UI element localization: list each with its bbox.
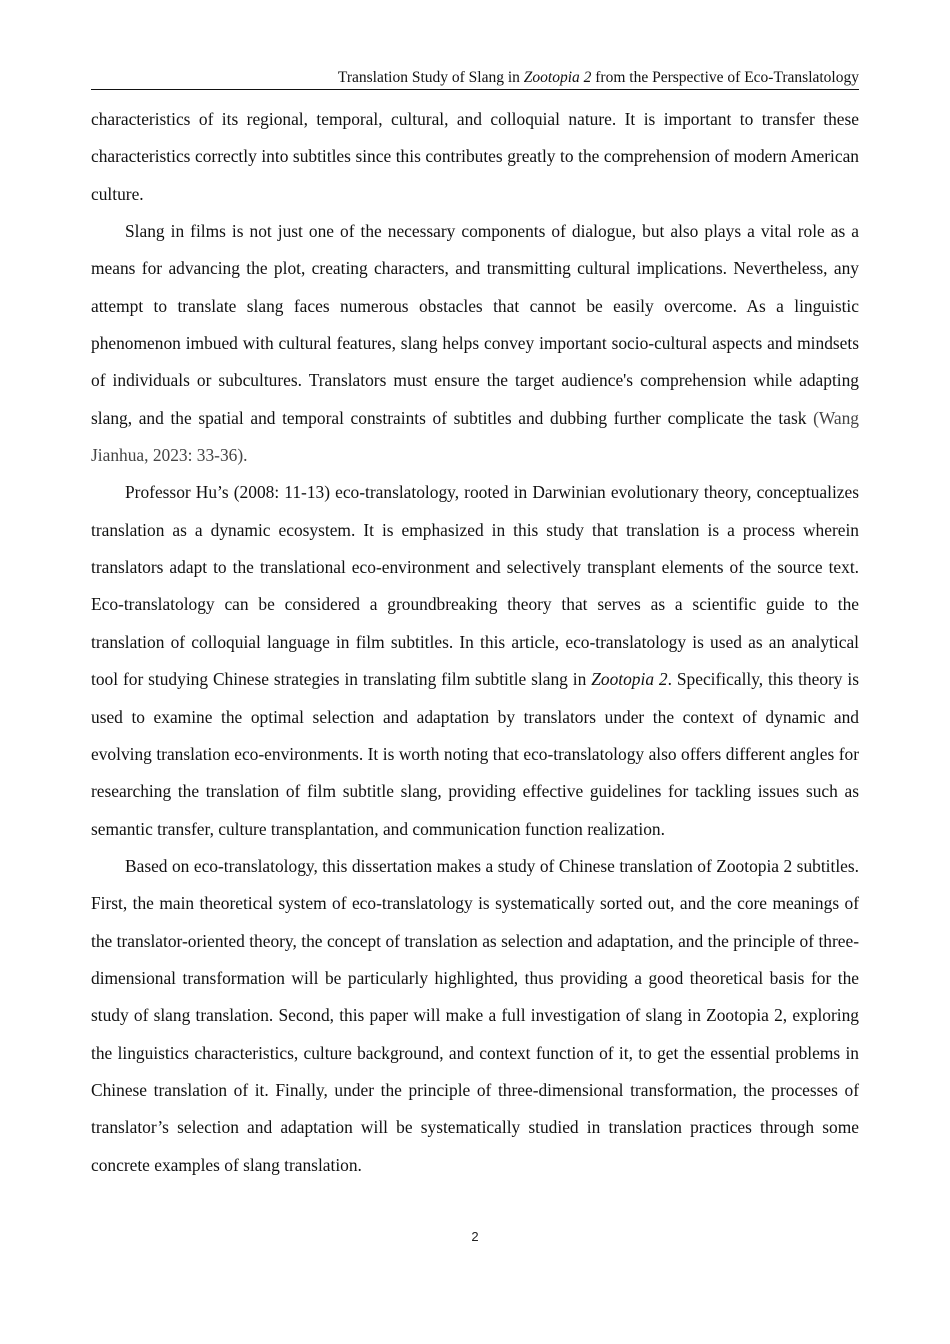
paragraph-3-italic-title: Zootopia 2 xyxy=(591,669,668,690)
paragraph-3-text-b: . Specifically, this theory is used to examine the optimal selection and adaptation by translators under the context of dynamic and evolving translation eco-environments. It is worth noting that eco-translatology also offers different angles for researching the translation of film subtitle slang, providing effective guidelines for tackling issues such as semantic transfer, culture transplantation, and communication function realization. xyxy=(91,669,860,839)
header-title-suffix: from the Perspective of Eco-Translatology xyxy=(591,69,859,86)
page-number: 2 xyxy=(471,1229,479,1244)
paragraph-3 xyxy=(91,474,859,847)
citation: (Wang Jianhua, 2023: 33-36). xyxy=(91,407,859,466)
paragraph-2 xyxy=(91,213,859,474)
body-text xyxy=(91,101,859,1184)
paragraph-2-text: Slang in films is not just one of the necessary components of dialogue, but also plays a vital role as a means for advancing the plot, creating characters, and transmitting cultural implications. Nevertheless, any attempt to translate slang faces numerous obstacles that cannot be easily overcome. As a linguistic phenomenon imbued with cultural features, slang helps convey important socio-cultural aspects and mindsets of individuals or subcultures. Translators must ensure the target audience's comprehension while adapting slang, and the spatial and temporal constraints of subtitles and dubbing further complicate the task xyxy=(91,221,859,428)
header-title-prefix: Translation Study of Slang in xyxy=(337,69,524,86)
paragraph-1: characteristics of its regional, temporal, cultural, and colloquial nature. It is important to transfer these characteristics correctly into subtitles since this contributes greatly to the comprehension of modern American culture. xyxy=(91,109,859,204)
header-title-italic: Zootopia 2 xyxy=(523,69,592,86)
paragraph-4: Based on eco-translatology, this dissertation makes a study of Chinese translation of Zootopia 2 subtitles. First, the main theoretical system of eco-translatology is systematically sorted out, and the core meanings of the translator-oriented theory, the concept of translation as selection and adaptation, and the principle of three-dimensional transformation will be particularly highlighted, thus providing a good theoretical basis for the study of slang translation. Second, this paper will make a full investigation of slang in Zootopia 2, exploring the linguistics characteristics, culture background, and context function of it, to get the essential problems in Chinese translation of it. Finally, under the principle of three-dimensional transformation, the processes of translator’s selection and adaptation will be systematically studied in translation practices through some concrete examples of slang translation. xyxy=(91,855,859,1175)
paragraph-3-text-a: Professor Hu’s (2008: 11-13) eco-translatology, rooted in Darwinian evolutionary theory, conceptualizes translation as a dynamic ecosystem. It is emphasized in this study that translation is a process wherein translators adapt to the translational eco-environment and selectively transplant elements of the source text. Eco-translatology can be considered a groundbreaking theory that serves as a scientific guide to the translation of colloquial language in film subtitles. In this article, eco-translatology is used as an analytical tool for studying Chinese strategies in translating film subtitle slang in xyxy=(91,482,859,690)
running-header xyxy=(91,68,859,90)
